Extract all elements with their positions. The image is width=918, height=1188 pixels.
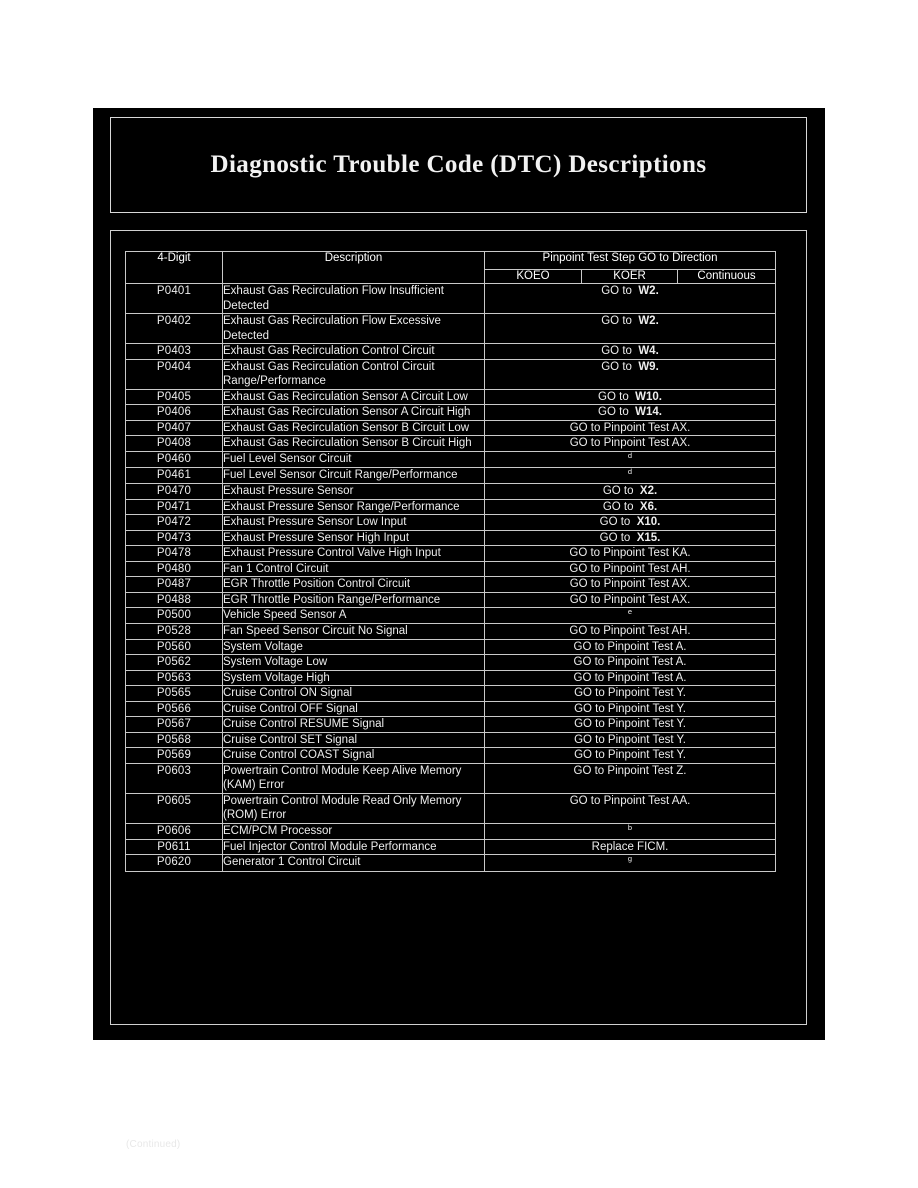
direction-text: GO to [601, 345, 632, 358]
cell-pinpoint-direction [485, 624, 776, 639]
cell-pinpoint-direction [485, 451, 776, 467]
table-row [126, 389, 776, 404]
cell-pinpoint-direction [485, 284, 776, 314]
cell-dtc-code: P0569 [126, 748, 223, 763]
cell-dtc-description: Vehicle Speed Sensor A [223, 608, 485, 624]
table-row [126, 436, 776, 451]
direction-target: X2. [639, 485, 658, 498]
cell-dtc-code: P0568 [126, 732, 223, 747]
direction-text: GO to Pinpoint Test AH. [569, 625, 691, 638]
cell-dtc-description: Exhaust Pressure Sensor [223, 484, 485, 499]
footnote-marker: d [627, 466, 633, 476]
table-row [126, 732, 776, 747]
table-row [126, 639, 776, 654]
cell-dtc-code: P0406 [126, 405, 223, 420]
direction-text: GO to Pinpoint Test Y. [574, 687, 686, 700]
cell-dtc-code: P0611 [126, 839, 223, 854]
table-row [126, 793, 776, 823]
direction-text: GO to [598, 390, 629, 403]
cell-dtc-code: P0404 [126, 359, 223, 389]
table-row [126, 359, 776, 389]
direction-target: W10. [635, 390, 662, 403]
cell-dtc-code: P0563 [126, 670, 223, 685]
header-description: Description [223, 252, 485, 284]
table-row [126, 855, 776, 871]
table-row [126, 451, 776, 467]
cell-dtc-code: P0407 [126, 420, 223, 435]
direction-text: GO to Pinpoint Test AA. [569, 794, 691, 807]
cell-dtc-code: P0480 [126, 561, 223, 576]
table-row [126, 484, 776, 499]
table-row [126, 686, 776, 701]
cell-pinpoint-direction [485, 793, 776, 823]
cell-dtc-code: P0408 [126, 436, 223, 451]
table-row [126, 344, 776, 359]
cell-pinpoint-direction [485, 467, 776, 483]
direction-target: W2. [638, 285, 659, 298]
direction-text: GO to [601, 315, 632, 328]
table-row [126, 499, 776, 514]
cell-pinpoint-direction [485, 546, 776, 561]
cell-dtc-description: Exhaust Gas Recirculation Flow Excessive Detected [223, 314, 485, 344]
cell-dtc-description: Powertrain Control Module Read Only Memory (ROM) Error [223, 793, 485, 823]
cell-pinpoint-direction [485, 608, 776, 624]
direction-text: GO to [598, 406, 629, 419]
cell-dtc-code: P0560 [126, 639, 223, 654]
table-row [126, 530, 776, 545]
cell-dtc-code: P0567 [126, 717, 223, 732]
title-panel [110, 117, 807, 213]
cell-dtc-code: P0402 [126, 314, 223, 344]
table-row [126, 655, 776, 670]
cell-dtc-description: Exhaust Gas Recirculation Sensor A Circuit Low [223, 389, 485, 404]
direction-text: GO to Pinpoint Test Y. [574, 718, 686, 731]
cell-dtc-description: Exhaust Pressure Sensor High Input [223, 530, 485, 545]
cell-dtc-code: P0566 [126, 701, 223, 716]
cell-pinpoint-direction [485, 686, 776, 701]
cell-dtc-description: EGR Throttle Position Range/Performance [223, 592, 485, 607]
table-body [126, 284, 776, 872]
cell-dtc-description: Exhaust Pressure Sensor Range/Performance [223, 499, 485, 514]
cell-dtc-code: P0565 [126, 686, 223, 701]
direction-text: GO to [601, 285, 632, 298]
direction-text: GO to Pinpoint Test AX. [569, 421, 691, 434]
table-row [126, 717, 776, 732]
cell-dtc-code: P0528 [126, 624, 223, 639]
direction-text: GO to Pinpoint Test Z. [573, 764, 687, 777]
cell-pinpoint-direction [485, 763, 776, 793]
cell-pinpoint-direction [485, 839, 776, 854]
table-row [126, 314, 776, 344]
direction-target: W14. [635, 406, 662, 419]
cell-pinpoint-direction [485, 515, 776, 530]
table-row [126, 839, 776, 854]
cell-dtc-description: Generator 1 Control Circuit [223, 855, 485, 871]
cell-pinpoint-direction [485, 314, 776, 344]
direction-text: GO to [602, 485, 634, 498]
cell-dtc-code: P0460 [126, 451, 223, 467]
direction-text: GO to Pinpoint Test KA. [569, 547, 691, 560]
cell-dtc-description: Cruise Control ON Signal [223, 686, 485, 701]
direction-target: W2. [638, 315, 659, 328]
direction-text: GO to Pinpoint Test AX. [569, 437, 691, 450]
header-koer: KOER [582, 270, 678, 284]
cell-pinpoint-direction [485, 389, 776, 404]
cell-dtc-description: EGR Throttle Position Control Circuit [223, 577, 485, 592]
table-panel [110, 230, 807, 1150]
cell-pinpoint-direction [485, 405, 776, 420]
direction-text: GO to Pinpoint Test A. [573, 656, 687, 669]
direction-text: GO to [602, 500, 634, 513]
cell-pinpoint-direction [485, 748, 776, 763]
table-row [126, 515, 776, 530]
cell-pinpoint-direction [485, 732, 776, 747]
cell-dtc-description: ECM/PCM Processor [223, 823, 485, 839]
table-row [126, 420, 776, 435]
table-row [126, 748, 776, 763]
footnote-marker: e [627, 607, 633, 617]
cell-pinpoint-direction [485, 530, 776, 545]
cell-dtc-description: System Voltage Low [223, 655, 485, 670]
direction-target: W4. [638, 345, 659, 358]
cell-pinpoint-direction [485, 592, 776, 607]
cell-pinpoint-direction [485, 655, 776, 670]
table-row [126, 592, 776, 607]
table-row [126, 670, 776, 685]
cell-dtc-code: P0401 [126, 284, 223, 314]
header-pinpoint-group: Pinpoint Test Step GO to Direction [485, 252, 776, 270]
cell-pinpoint-direction [485, 855, 776, 871]
table-row [126, 763, 776, 793]
cell-dtc-code: P0478 [126, 546, 223, 561]
cell-pinpoint-direction [485, 436, 776, 451]
cell-dtc-code: P0470 [126, 484, 223, 499]
header-koeo: KOEO [485, 270, 582, 284]
direction-text: GO to Pinpoint Test AH. [569, 562, 691, 575]
cell-pinpoint-direction [485, 823, 776, 839]
cell-dtc-code: P0403 [126, 344, 223, 359]
cell-dtc-description: Fan 1 Control Circuit [223, 561, 485, 576]
direction-target: X10. [636, 516, 661, 529]
dtc-table [125, 251, 776, 872]
cell-dtc-code: P0471 [126, 499, 223, 514]
direction-text: Replace FICM. [591, 840, 669, 853]
direction-text: GO to Pinpoint Test Y. [574, 749, 686, 762]
header-4-digit: 4-Digit [126, 252, 223, 284]
cell-dtc-description: Exhaust Gas Recirculation Flow Insufficient Detected [223, 284, 485, 314]
continued-note: (Continued) [126, 1139, 181, 1150]
table-row [126, 577, 776, 592]
table-head [126, 252, 776, 284]
cell-pinpoint-direction [485, 420, 776, 435]
cell-dtc-description: Cruise Control COAST Signal [223, 748, 485, 763]
table-row [126, 284, 776, 314]
cell-dtc-description: Powertrain Control Module Keep Alive Memory (KAM) Error [223, 763, 485, 793]
cell-dtc-description: Exhaust Gas Recirculation Sensor B Circuit Low [223, 420, 485, 435]
table-row [126, 405, 776, 420]
cell-dtc-code: P0620 [126, 855, 223, 871]
cell-dtc-code: P0606 [126, 823, 223, 839]
cell-pinpoint-direction [485, 639, 776, 654]
cell-pinpoint-direction [485, 577, 776, 592]
cell-dtc-description: Fan Speed Sensor Circuit No Signal [223, 624, 485, 639]
cell-pinpoint-direction [485, 499, 776, 514]
cell-dtc-code: P0605 [126, 793, 223, 823]
direction-text: GO to Pinpoint Test Y. [574, 733, 686, 746]
footnote-marker: d [627, 450, 633, 460]
table-row [126, 546, 776, 561]
direction-text: GO to Pinpoint Test AX. [569, 593, 691, 606]
table-row [126, 823, 776, 839]
cell-dtc-code: P0405 [126, 389, 223, 404]
cell-dtc-description: Exhaust Gas Recirculation Control Circuit [223, 344, 485, 359]
direction-text: GO to [599, 516, 631, 529]
direction-target: W9. [638, 360, 659, 373]
direction-text: GO to Pinpoint Test A. [573, 640, 687, 653]
cell-dtc-code: P0603 [126, 763, 223, 793]
cell-dtc-description: Exhaust Pressure Sensor Low Input [223, 515, 485, 530]
cell-pinpoint-direction [485, 344, 776, 359]
cell-dtc-code: P0487 [126, 577, 223, 592]
cell-dtc-description: Exhaust Pressure Control Valve High Input [223, 546, 485, 561]
cell-dtc-description: Fuel Level Sensor Circuit [223, 451, 485, 467]
direction-target: X6. [639, 500, 658, 513]
cell-pinpoint-direction [485, 484, 776, 499]
cell-dtc-description: Cruise Control SET Signal [223, 732, 485, 747]
cell-dtc-description: Cruise Control RESUME Signal [223, 717, 485, 732]
cell-dtc-code: P0472 [126, 515, 223, 530]
cell-pinpoint-direction [485, 359, 776, 389]
footnote-marker: g [627, 854, 633, 864]
table-row [126, 561, 776, 576]
direction-text: GO to [599, 531, 631, 544]
direction-text: GO to Pinpoint Test Y. [574, 702, 686, 715]
footnote-marker: b [627, 822, 633, 832]
cell-pinpoint-direction [485, 717, 776, 732]
cell-pinpoint-direction [485, 701, 776, 716]
table-row [126, 608, 776, 624]
cell-dtc-code: P0500 [126, 608, 223, 624]
cell-dtc-code: P0461 [126, 467, 223, 483]
cell-pinpoint-direction [485, 670, 776, 685]
cell-dtc-code: P0473 [126, 530, 223, 545]
table-header-row-group [126, 252, 776, 270]
cell-dtc-description: Exhaust Gas Recirculation Sensor A Circuit High [223, 405, 485, 420]
table-row [126, 624, 776, 639]
direction-text: GO to Pinpoint Test AX. [569, 578, 691, 591]
direction-text: GO to [601, 360, 632, 373]
direction-target: X15. [636, 531, 661, 544]
page-title: Diagnostic Trouble Code (DTC) Descriptions [210, 151, 707, 178]
cell-dtc-description: Exhaust Gas Recirculation Control Circuit Range/Performance [223, 359, 485, 389]
table-row [126, 701, 776, 716]
table-row [126, 467, 776, 483]
cell-dtc-description: Cruise Control OFF Signal [223, 701, 485, 716]
cell-dtc-description: System Voltage [223, 639, 485, 654]
direction-text: GO to Pinpoint Test A. [573, 671, 687, 684]
cell-dtc-description: System Voltage High [223, 670, 485, 685]
header-continuous: Continuous [678, 270, 776, 284]
cell-pinpoint-direction [485, 561, 776, 576]
cell-dtc-description: Fuel Injector Control Module Performance [223, 839, 485, 854]
cell-dtc-description: Exhaust Gas Recirculation Sensor B Circuit High [223, 436, 485, 451]
cell-dtc-code: P0488 [126, 592, 223, 607]
cell-dtc-code: P0562 [126, 655, 223, 670]
scanned-page-area [93, 108, 825, 1150]
cell-dtc-description: Fuel Level Sensor Circuit Range/Performance [223, 467, 485, 483]
